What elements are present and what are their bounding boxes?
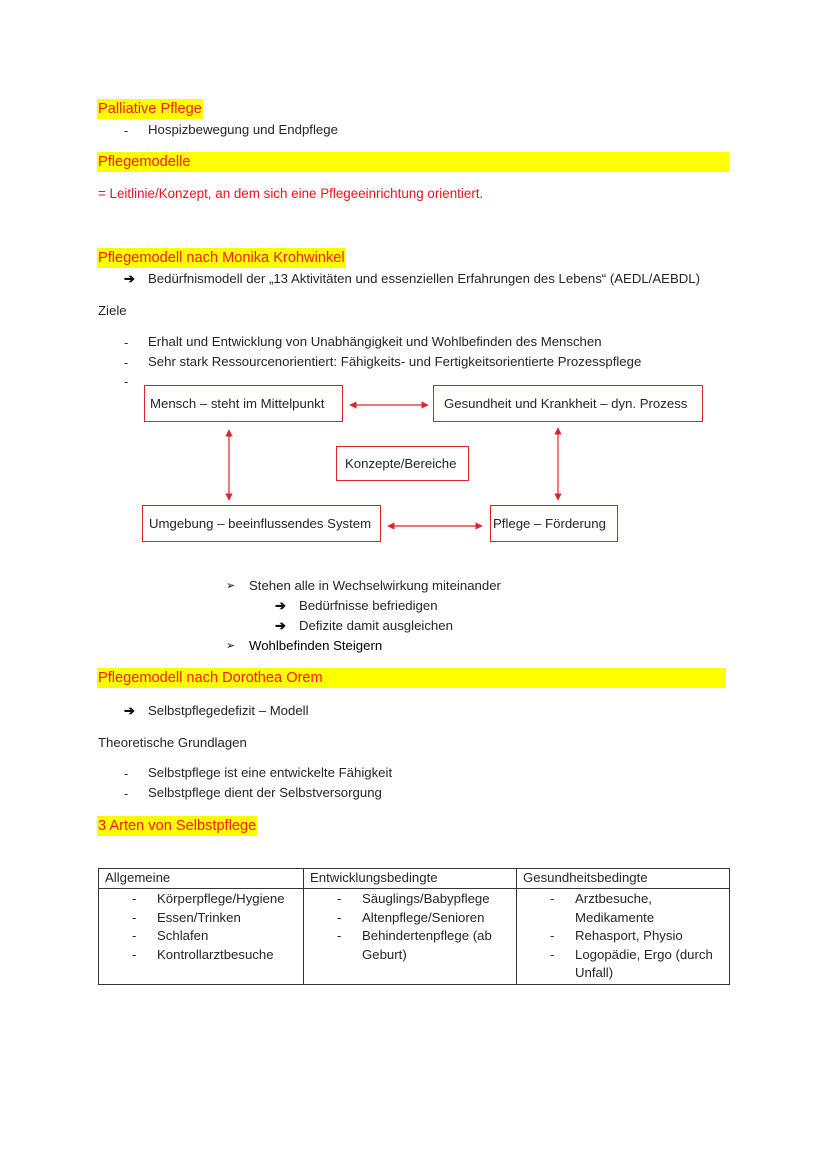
box-umgebung-label: Umgebung – beeinflussendes System: [149, 516, 372, 531]
heading-krohwinkel: Pflegemodell nach Monika Krohwinkel: [98, 250, 345, 266]
dash-bullet: -: [124, 374, 129, 389]
summary-item: Defizite damit ausgleichen: [299, 618, 453, 633]
table-cell-gesundheitsbedingte: [517, 889, 730, 985]
heading-pflegemodelle: Pflegemodelle: [97, 152, 729, 172]
table-header-cell: Entwicklungsbedingte: [304, 869, 517, 889]
krohwinkel-model-description: Bedürfnismodell der „13 Aktivitäten und essenziellen Erfahrungen des Lebens“ (AEDL/AEBDL): [148, 271, 700, 286]
heading-palliative-pflege: Palliative Pflege: [98, 101, 202, 117]
dash-bullet: -: [132, 891, 137, 906]
dash-bullet: -: [550, 891, 555, 906]
list-item-text: Arztbesuche, Medikamente: [575, 891, 655, 925]
dash-bullet: -: [124, 335, 129, 350]
box-pflege: [490, 505, 618, 542]
list-item: [521, 927, 725, 946]
definition-pflegemodelle: = Leitlinie/Konzept, an dem sich eine Pflegeeinrichtung orientiert.: [98, 186, 484, 201]
list-item: [308, 927, 512, 964]
dash-bullet: -: [550, 928, 555, 943]
heading-orem: Pflegemodell nach Dorothea Orem: [97, 668, 726, 688]
goal-item: Sehr stark Ressourcenorientiert: Fähigkeits- und Fertigkeitsorientierte Prozesspflege: [148, 354, 642, 369]
list-item: [308, 909, 512, 928]
dash-bullet: -: [132, 909, 137, 925]
basics-item: Selbstpflege dient der Selbstversorgung: [148, 785, 382, 800]
list-item: [103, 909, 299, 928]
table-cell-entwicklungsbedingte: [304, 889, 517, 985]
table-header-row: [99, 869, 730, 889]
table-row: [99, 889, 730, 985]
box-mensch: [144, 385, 343, 422]
list-item-text: Essen/Trinken: [157, 909, 241, 925]
arrow-right-icon: ➔: [275, 598, 286, 613]
box-pflege-label: Pflege – Förderung: [493, 516, 606, 531]
box-konzepte: [336, 446, 469, 481]
list-item-text: Behindertenpflege (ab Geburt): [362, 928, 492, 962]
box-gesundheit-label: Gesundheit und Krankheit – dyn. Prozess: [444, 396, 688, 411]
list-item: [521, 890, 675, 927]
dash-bullet: -: [337, 928, 342, 943]
list-item-text: Logopädie, Ergo (durch Unfall): [575, 946, 713, 980]
box-mensch-label: Mensch – steht im Mittelpunkt: [150, 396, 325, 411]
summary-item: Stehen alle in Wechselwirkung miteinander: [249, 578, 501, 593]
box-umgebung: [142, 505, 381, 542]
dash-bullet: -: [337, 909, 342, 925]
summary-item: Bedürfnisse befriedigen: [299, 598, 438, 613]
dash-bullet: -: [124, 786, 129, 801]
list-item: [103, 927, 299, 946]
list-item: [103, 946, 299, 965]
basics-item: Selbstpflege ist eine entwickelte Fähigkeit: [148, 765, 393, 780]
dash-bullet: -: [550, 946, 555, 962]
dash-bullet: -: [337, 891, 342, 906]
dash-bullet: -: [132, 946, 137, 962]
list-item: [308, 890, 512, 909]
arrow-right-icon: ➔: [275, 618, 286, 633]
table-header-cell: Gesundheitsbedingte: [517, 869, 730, 889]
basics-label: Theoretische Grundlagen: [98, 735, 247, 750]
selbstpflege-types-table: [98, 868, 730, 985]
box-konzepte-label: Konzepte/Bereiche: [345, 456, 457, 471]
list-item: [521, 946, 725, 983]
list-item-text: Altenpflege/Senioren: [362, 909, 485, 925]
summary-item: Wohlbefinden Steigern: [249, 638, 383, 653]
dash-bullet: -: [124, 355, 129, 370]
list-item-text: Körperpflege/Hygiene: [157, 891, 285, 906]
triangle-bullet-icon: ➢: [226, 580, 236, 592]
list-item-text: Kontrollarztbesuche: [157, 946, 274, 962]
dash-bullet: -: [124, 766, 129, 781]
bullet-hospizbewegung: Hospizbewegung und Endpflege: [148, 122, 338, 137]
list-item-text: Schlafen: [157, 928, 209, 943]
triangle-bullet-icon: ➢: [226, 640, 236, 652]
arrow-right-icon: ➔: [124, 703, 135, 718]
list-item-text: Rehasport, Physio: [575, 928, 683, 943]
box-gesundheit: [433, 385, 703, 422]
arrow-right-icon: ➔: [124, 271, 135, 286]
dash-bullet: -: [132, 928, 137, 943]
table-header-cell: Allgemeine: [99, 869, 304, 889]
heading-arten: 3 Arten von Selbstpflege: [98, 818, 257, 834]
orem-model-description: Selbstpflegedefizit – Modell: [148, 703, 309, 718]
goals-label: Ziele: [98, 303, 127, 318]
list-item-text: Säuglings/Babypflege: [362, 891, 490, 906]
table-cell-allgemeine: [99, 889, 304, 985]
dash-bullet: -: [124, 123, 129, 138]
goal-item: Erhalt und Entwicklung von Unabhängigkeit und Wohlbefinden des Menschen: [148, 334, 602, 349]
list-item: [103, 890, 299, 909]
